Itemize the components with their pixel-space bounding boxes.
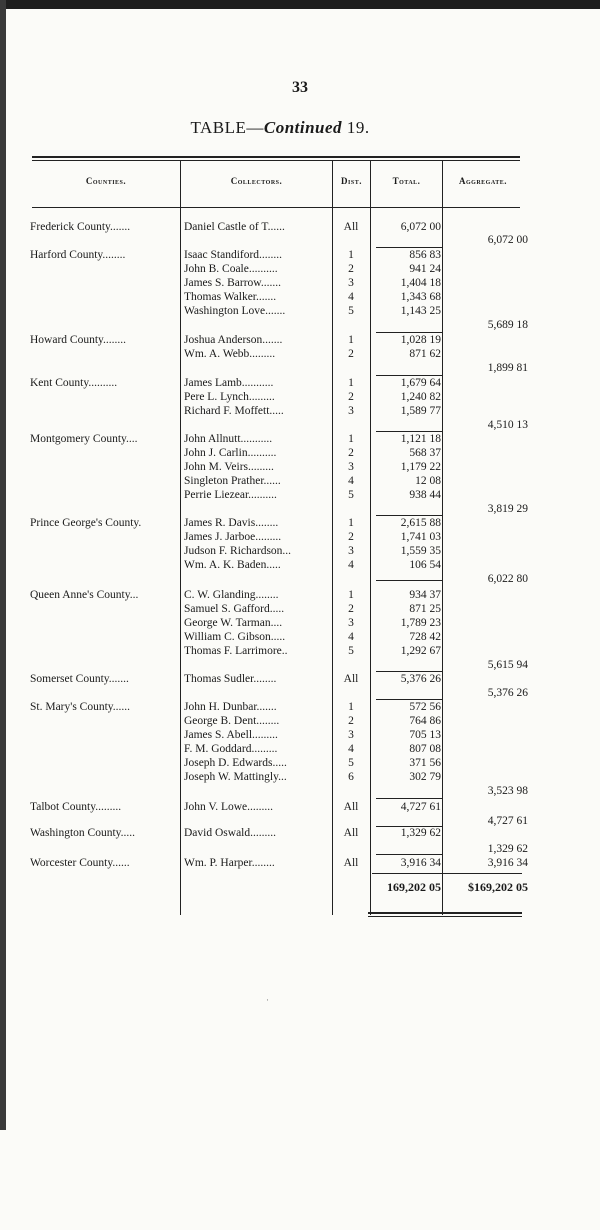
cell-total: 1,559 35: [400, 545, 441, 557]
cell-dist: 3: [348, 405, 354, 417]
cell-total: 1,121 18: [400, 433, 441, 445]
cell-collector: Wm. A. K. Baden.....: [184, 559, 281, 571]
grand-total-top-rule: [372, 873, 522, 874]
cell-collector: James Lamb...........: [184, 377, 274, 389]
cell-total: 302 79: [409, 771, 441, 783]
cell-dist: 2: [348, 263, 354, 275]
header-aggregate: Aggregate.: [459, 176, 507, 186]
group-separator: [376, 247, 442, 248]
cell-collector: Joshua Anderson.......: [184, 334, 283, 346]
cell-dist: All: [343, 221, 359, 233]
cell-total: 705 13: [409, 729, 441, 741]
header-total: Total.: [392, 176, 421, 186]
cell-agg: 5,376 26: [487, 687, 528, 699]
cell-collector: William C. Gibson.....: [184, 631, 286, 643]
cell-dist: 1: [348, 589, 354, 601]
cell-collector: Judson F. Richardson...: [184, 545, 292, 557]
cell-total: 938 44: [409, 489, 441, 501]
cell-collector: F. M. Goddard.........: [184, 743, 278, 755]
grand-total-double-rule-1: [368, 912, 522, 914]
group-separator: [376, 515, 442, 516]
cell-county: Worcester County......: [30, 857, 130, 869]
cell-county: Queen Anne's County...: [30, 589, 139, 601]
cell-dist: All: [343, 857, 359, 869]
cell-dist: 1: [348, 249, 354, 261]
cell-collector: David Oswald.........: [184, 827, 276, 839]
cell-total: 572 56: [409, 701, 441, 713]
cell-dist: 3: [348, 461, 354, 473]
cell-collector: James S. Barrow.......: [184, 277, 281, 289]
cell-agg: 5,615 94: [487, 659, 528, 671]
cell-county: Washington County.....: [30, 827, 136, 839]
group-separator: [376, 798, 442, 799]
page-number: 33: [292, 79, 308, 96]
cell-collector: John M. Veirs.........: [184, 461, 274, 473]
group-separator: [376, 826, 442, 827]
cell-total: 1,679 64: [400, 377, 441, 389]
grand-total-double-rule-2: [368, 916, 522, 917]
cell-total: 371 56: [409, 757, 441, 769]
grand-total-value: 169,202 05: [387, 880, 441, 894]
cell-total: 106 54: [409, 559, 441, 571]
cell-dist: All: [343, 673, 359, 685]
group-separator: [376, 375, 442, 376]
cell-dist: 2: [348, 531, 354, 543]
cell-collector: John V. Lowe.........: [184, 801, 274, 813]
table-title: [0, 118, 560, 138]
cell-dist: All: [343, 801, 359, 813]
group-separator: [376, 332, 442, 333]
col-divider-4: [442, 160, 443, 915]
cell-total: 1,143 25: [400, 305, 441, 317]
grand-total-aggregate: $169,202 05: [468, 880, 528, 894]
cell-total: 12 08: [415, 475, 441, 487]
page-smudge-mark: ·: [266, 995, 269, 1005]
cell-collector: Daniel Castle of T......: [184, 221, 285, 233]
group-separator: [376, 580, 442, 581]
cell-county: Kent County..........: [30, 377, 118, 389]
cell-collector: John Allnutt...........: [184, 433, 273, 445]
cell-dist: 5: [348, 757, 354, 769]
cell-total: 871 25: [409, 603, 441, 615]
title-dash: —: [246, 118, 264, 137]
cell-dist: 1: [348, 701, 354, 713]
cell-agg: 3,916 34: [487, 857, 528, 869]
cell-collector: Thomas Sudler........: [184, 673, 277, 685]
cell-total: 1,329 62: [400, 827, 441, 839]
page-binding-edge: [0, 0, 6, 1130]
cell-dist: 2: [348, 391, 354, 403]
cell-dist: 4: [348, 475, 354, 487]
cell-total: 6,072 00: [400, 221, 441, 233]
cell-collector: John J. Carlin..........: [184, 447, 277, 459]
cell-total: 568 37: [409, 447, 441, 459]
cell-total: 807 08: [409, 743, 441, 755]
col-divider-3: [370, 160, 371, 915]
cell-total: 1,789 23: [400, 617, 441, 629]
cell-agg: 5,689 18: [487, 319, 528, 331]
cell-collector: James S. Abell.........: [184, 729, 278, 741]
cell-collector: Pere L. Lynch.........: [184, 391, 275, 403]
cell-total: 1,292 67: [400, 645, 441, 657]
cell-county: Montgomery County....: [30, 433, 138, 445]
title-continued: Continued: [263, 118, 343, 137]
cell-dist: 4: [348, 559, 354, 571]
cell-total: 5,376 26: [400, 673, 441, 685]
cell-collector: Wm. A. Webb.........: [184, 348, 276, 360]
group-separator: [376, 699, 442, 700]
cell-total: 1,404 18: [400, 277, 441, 289]
cell-total: 2,615 88: [400, 517, 441, 529]
cell-collector: Joseph D. Edwards.....: [184, 757, 287, 769]
cell-total: 4,727 61: [400, 801, 441, 813]
group-separator: [376, 671, 442, 672]
cell-county: Somerset County.......: [30, 673, 129, 685]
cell-collector: John B. Coale..........: [184, 263, 278, 275]
cell-agg: 3,819 29: [487, 503, 528, 515]
cell-county: Frederick County.......: [30, 221, 131, 233]
cell-collector: John H. Dunbar.......: [184, 701, 277, 713]
cell-dist: 3: [348, 729, 354, 741]
cell-collector: George B. Dent........: [184, 715, 280, 727]
cell-total: 764 86: [409, 715, 441, 727]
cell-county: Howard County........: [30, 334, 127, 346]
cell-dist: 1: [348, 517, 354, 529]
cell-total: 1,589 77: [400, 405, 441, 417]
cell-county: Harford County........: [30, 249, 126, 261]
header-bottom-rule: [32, 207, 520, 208]
cell-total: 856 83: [409, 249, 441, 261]
cell-collector: Wm. P. Harper........: [184, 857, 275, 869]
cell-county: Prince George's County.: [30, 517, 142, 529]
cell-dist: 1: [348, 433, 354, 445]
cell-agg: 1,329 62: [487, 843, 528, 855]
header-counties: Counties.: [85, 176, 127, 186]
title-main: TABLE: [190, 118, 247, 137]
cell-dist: 2: [348, 348, 354, 360]
cell-dist: 6: [348, 771, 354, 783]
cell-county: St. Mary's County......: [30, 701, 131, 713]
cell-total: 3,916 34: [400, 857, 441, 869]
header-collectors: Collectors.: [230, 176, 283, 186]
cell-collector: Singleton Prather......: [184, 475, 281, 487]
cell-agg: 1,899 81: [487, 362, 528, 374]
cell-dist: 1: [348, 377, 354, 389]
cell-dist: 3: [348, 277, 354, 289]
cell-collector: James R. Davis........: [184, 517, 279, 529]
cell-total: 941 24: [409, 263, 441, 275]
cell-collector: Thomas F. Larrimore..: [184, 645, 288, 657]
cell-collector: Richard F. Moffett.....: [184, 405, 284, 417]
header-dist: Dist.: [341, 176, 362, 186]
cell-dist: 2: [348, 715, 354, 727]
cell-agg: 6,022 80: [487, 573, 528, 585]
cell-total: 934 37: [409, 589, 441, 601]
cell-agg: 6,072 00: [487, 234, 528, 246]
cell-collector: C. W. Glanding........: [184, 589, 279, 601]
cell-total: 728 42: [409, 631, 441, 643]
table-top-rule: [32, 156, 520, 158]
cell-dist: 2: [348, 447, 354, 459]
cell-collector: Washington Love.......: [184, 305, 286, 317]
cell-agg: 3,523 98: [487, 785, 528, 797]
cell-total: 871 62: [409, 348, 441, 360]
cell-dist: 5: [348, 305, 354, 317]
col-divider-1: [180, 160, 181, 915]
cell-collector: Joseph W. Mattingly...: [184, 771, 287, 783]
cell-collector: James J. Jarboe.........: [184, 531, 282, 543]
cell-agg: 4,510 13: [487, 419, 528, 431]
cell-total: 1,741 03: [400, 531, 441, 543]
cell-dist: 3: [348, 545, 354, 557]
group-separator: [376, 431, 442, 432]
cell-dist: 5: [348, 489, 354, 501]
cell-collector: Perrie Liezear..........: [184, 489, 277, 501]
cell-dist: 1: [348, 334, 354, 346]
cell-total: 1,240 82: [400, 391, 441, 403]
cell-total: 1,028 19: [400, 334, 441, 346]
cell-dist: All: [343, 827, 359, 839]
group-separator: [376, 854, 442, 855]
cell-county: Talbot County.........: [30, 801, 122, 813]
cell-dist: 4: [348, 631, 354, 643]
cell-collector: George W. Tarman....: [184, 617, 283, 629]
cell-total: 1,343 68: [400, 291, 441, 303]
cell-total: 1,179 22: [400, 461, 441, 473]
cell-dist: 4: [348, 743, 354, 755]
cell-dist: 2: [348, 603, 354, 615]
col-divider-2: [332, 160, 333, 915]
page-top-edge: [0, 0, 600, 9]
cell-collector: Thomas Walker.......: [184, 291, 277, 303]
cell-dist: 5: [348, 645, 354, 657]
table-top-rule-thin: [32, 160, 520, 161]
cell-collector: Samuel S. Gafford.....: [184, 603, 285, 615]
cell-collector: Isaac Standiford........: [184, 249, 283, 261]
title-number: 19.: [346, 118, 370, 137]
cell-dist: 3: [348, 617, 354, 629]
cell-agg: 4,727 61: [487, 815, 528, 827]
cell-dist: 4: [348, 291, 354, 303]
